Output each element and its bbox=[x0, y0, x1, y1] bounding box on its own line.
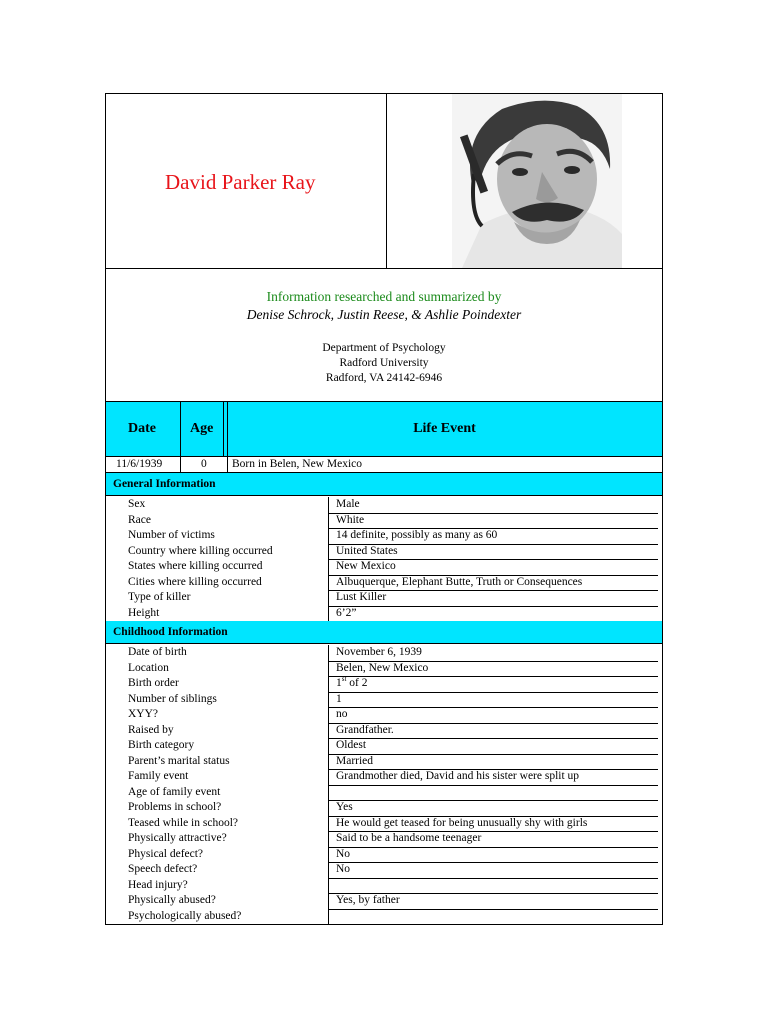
table-row bbox=[106, 831, 662, 847]
row-label: Problems in school? bbox=[128, 801, 222, 813]
row-value: New Mexico bbox=[336, 560, 396, 572]
table-row bbox=[106, 676, 662, 692]
row-value: Married bbox=[336, 754, 374, 767]
row-label: Psychologically abused? bbox=[128, 909, 242, 922]
event-age: 0 bbox=[201, 458, 207, 470]
event-row bbox=[106, 457, 662, 473]
row-label: Number of siblings bbox=[128, 692, 217, 705]
row-value: White bbox=[336, 513, 365, 526]
row-label: Physically attractive? bbox=[128, 832, 227, 844]
table-row bbox=[106, 800, 662, 816]
row-label: Type of killer bbox=[128, 591, 191, 603]
table-row bbox=[106, 497, 662, 513]
row-value: Albuquerque, Elephant Butte, Truth or Consequences bbox=[336, 575, 583, 588]
portrait-photo bbox=[452, 94, 622, 268]
row-label: Sex bbox=[128, 498, 146, 510]
row-label: XYY? bbox=[128, 708, 159, 720]
row-label: Birth order bbox=[128, 677, 179, 689]
row-value-superscript: st bbox=[341, 675, 347, 684]
row-label: Teased while in school? bbox=[128, 816, 239, 829]
row-label: Parent’s marital status bbox=[128, 754, 230, 767]
table-row bbox=[106, 544, 662, 560]
row-label: Family event bbox=[128, 770, 189, 782]
table-row bbox=[106, 692, 662, 708]
row-label: Speech defect? bbox=[128, 863, 198, 875]
row-label: Physical defect? bbox=[128, 847, 204, 860]
row-value: Male bbox=[336, 498, 360, 510]
row-value: 6’2” bbox=[336, 606, 357, 619]
document-table bbox=[105, 93, 663, 925]
row-label: Physically abused? bbox=[128, 894, 216, 906]
row-label: Birth category bbox=[128, 739, 195, 751]
table-row bbox=[106, 893, 662, 909]
table-row bbox=[106, 878, 662, 894]
page-title: David Parker Ray bbox=[165, 170, 316, 194]
row-label: Raised by bbox=[128, 723, 174, 736]
life-event-column-header: Life Event bbox=[413, 421, 476, 436]
age-column-header: Age bbox=[190, 421, 214, 436]
row-value: Grandfather. bbox=[336, 723, 394, 736]
row-value: November 6, 1939 bbox=[336, 646, 422, 658]
row-value: United States bbox=[336, 544, 398, 557]
row-label: States where killing occurred bbox=[128, 560, 263, 572]
table-row bbox=[106, 769, 662, 785]
table-row bbox=[106, 513, 662, 529]
table-row bbox=[106, 528, 662, 544]
column-header-row bbox=[106, 402, 662, 457]
row-value: Oldest bbox=[336, 739, 367, 751]
row-value: Lust Killer bbox=[336, 591, 387, 603]
section-header-childhood: Childhood Information bbox=[106, 621, 662, 644]
row-value: Belen, New Mexico bbox=[336, 661, 429, 674]
row-value: 1 bbox=[336, 692, 342, 705]
table-row bbox=[106, 785, 662, 801]
table-row bbox=[106, 909, 662, 925]
table-row bbox=[106, 862, 662, 878]
address-text: Radford, VA 24142-6946 bbox=[325, 372, 443, 384]
table-row bbox=[106, 559, 662, 575]
title-cell bbox=[106, 94, 387, 268]
row-label: Number of victims bbox=[128, 529, 215, 541]
event-description: Born in Belen, New Mexico bbox=[232, 458, 362, 470]
row-label: Cities where killing occurred bbox=[128, 575, 262, 588]
row-value: 1st of 2 bbox=[336, 675, 368, 689]
credits-section bbox=[106, 269, 662, 402]
section-header-general: General Information bbox=[106, 473, 662, 496]
row-value: no bbox=[336, 708, 348, 720]
table-row bbox=[106, 590, 662, 606]
row-value: No bbox=[336, 863, 351, 875]
row-label: Location bbox=[128, 661, 169, 674]
row-label: Age of family event bbox=[128, 785, 221, 798]
row-value: Grandmother died, David and his sister were split up bbox=[336, 770, 580, 782]
row-label: Race bbox=[128, 513, 151, 526]
table-row bbox=[106, 707, 662, 723]
row-value: He would get teased for being unusually shy with girls bbox=[336, 816, 588, 829]
table-row bbox=[106, 754, 662, 770]
university-text: Radford University bbox=[339, 357, 429, 369]
row-label: Country where killing occurred bbox=[128, 544, 273, 557]
row-value: Said to be a handsome teenager bbox=[336, 832, 482, 844]
table-row bbox=[106, 738, 662, 754]
date-column-header: Date bbox=[128, 421, 156, 436]
row-label: Height bbox=[128, 606, 160, 619]
table-row bbox=[106, 723, 662, 739]
table-row bbox=[106, 661, 662, 677]
portrait-image bbox=[452, 94, 622, 268]
row-label: Head injury? bbox=[128, 878, 188, 891]
table-row bbox=[106, 847, 662, 863]
table-row bbox=[106, 816, 662, 832]
row-value: Yes bbox=[336, 801, 353, 813]
table-row bbox=[106, 645, 662, 661]
researched-by-text: Information researched and summarized by bbox=[266, 289, 502, 304]
event-date: 11/6/1939 bbox=[116, 458, 163, 470]
row-label: Date of birth bbox=[128, 646, 187, 658]
row-value: Yes, by father bbox=[336, 894, 400, 906]
table-row bbox=[106, 575, 662, 591]
row-value: 14 definite, possibly as many as 60 bbox=[336, 529, 498, 541]
department-text: Department of Psychology bbox=[322, 342, 446, 354]
row-value: No bbox=[336, 847, 351, 860]
authors-text: Denise Schrock, Justin Reese, & Ashlie Poindexter bbox=[246, 307, 522, 322]
header-row bbox=[106, 94, 662, 269]
table-row bbox=[106, 606, 662, 622]
